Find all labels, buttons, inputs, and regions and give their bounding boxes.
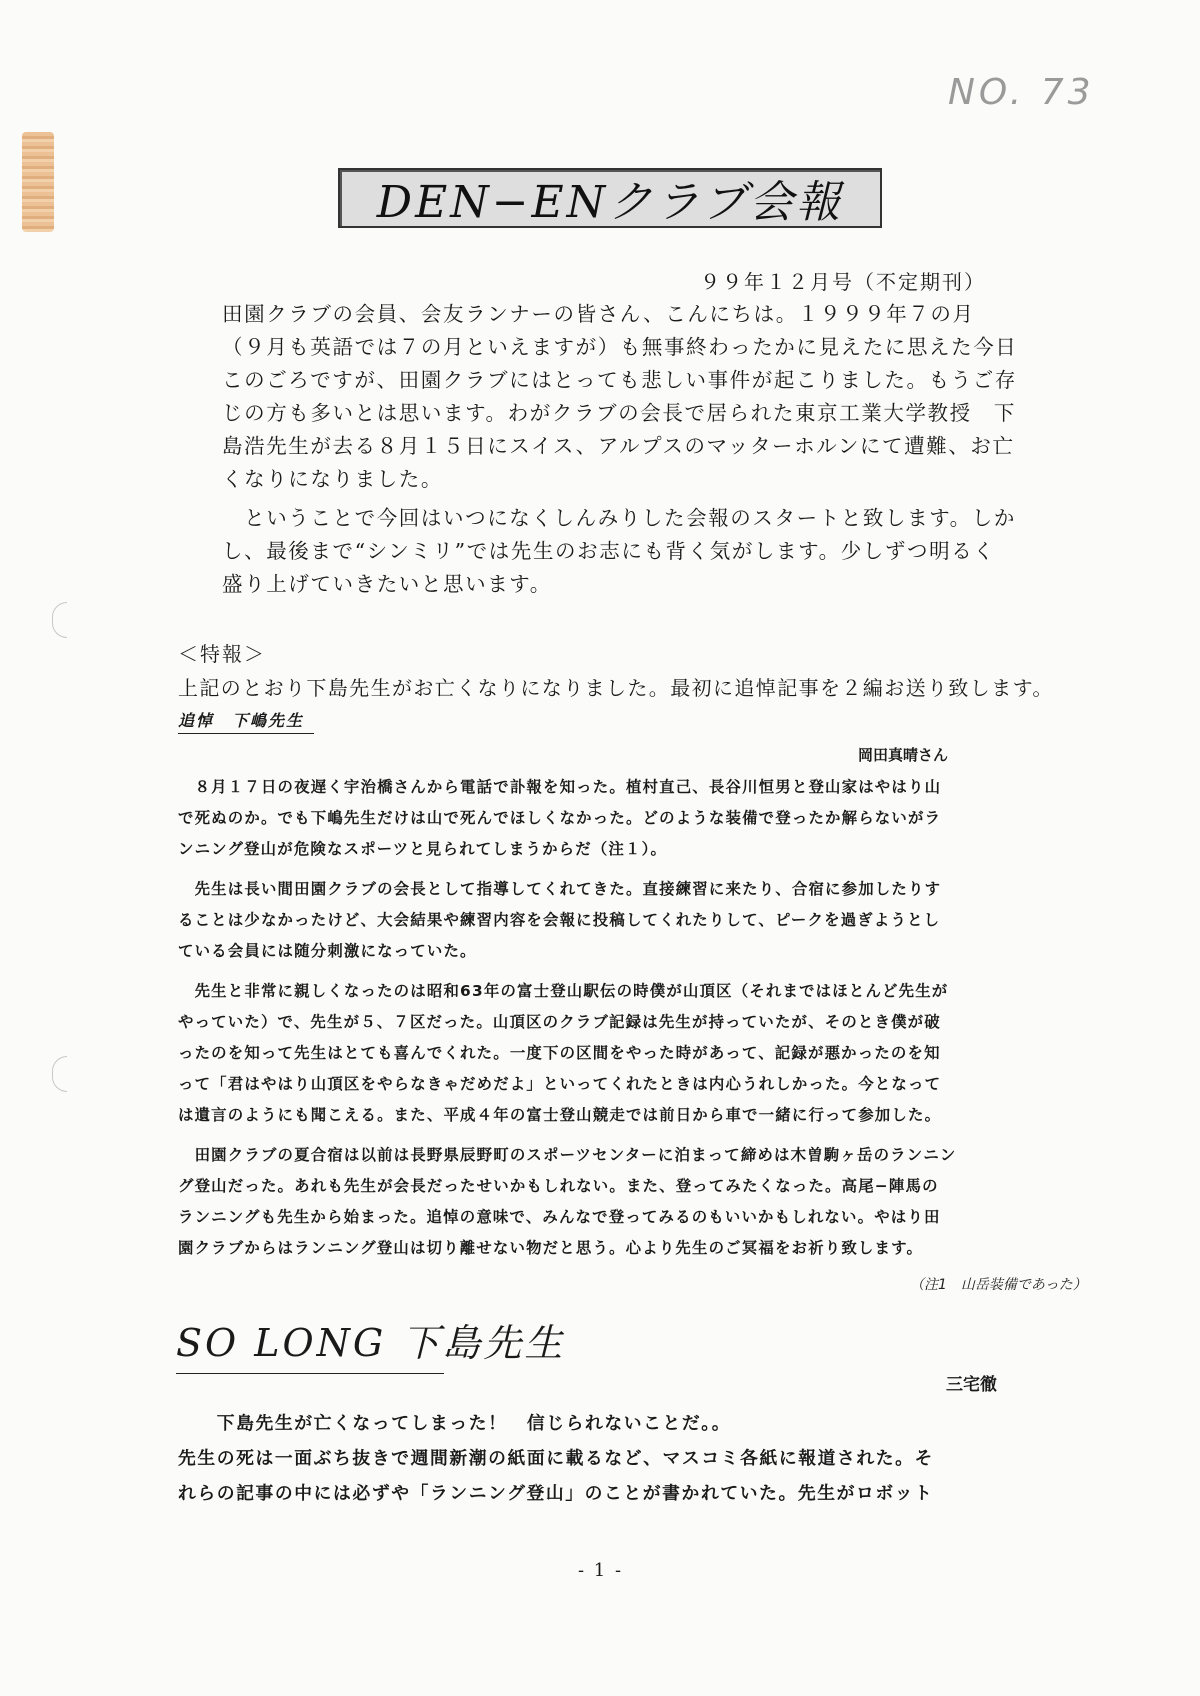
body-line: ランニングも先生から始まった。追悼の意味で、みんなで登ってみるのもいいかもしれない。やはり田 (178, 1208, 941, 1226)
body-line: 下島先生が亡くなってしまった！ 信じられないことだ。。 (178, 1413, 732, 1434)
newsletter-title: DEN−ENクラブ会報 (338, 168, 882, 228)
body-line: 田園クラブの夏合宿は以前は長野県辰野町のスポーツセンターに泊まって締めは木曽駒ヶ岳のランニン (178, 1146, 957, 1164)
so-long-article-author: 三宅徹 (946, 1375, 997, 1395)
body-line: は遺言のようにも聞こえる。また、平成４年の富士登山競走では前日から車で一緒に行って参加した。 (178, 1106, 942, 1124)
page-number: - 1 - (578, 1560, 624, 1581)
intro-line: ということで今回はいつになくしんみりした会報のスタートと致します。しか (222, 506, 1016, 530)
body-line: って「君はやはり山頂区をやらなきゃだめだよ」といってくれたときは内心うれしかった。今となって (178, 1075, 942, 1093)
intro-line: 盛り上げていきたいと思います。 (222, 572, 552, 596)
issue-number: NO. 73 (948, 72, 1095, 113)
punch-hole-mark (52, 1056, 67, 1092)
so-long-article-title: SO LONG 下島先生 (176, 1312, 444, 1374)
body-line: ったのを知って先生はとても喜んでくれた。一度下の区間をやった時があって、記録が悪かったのを知 (178, 1044, 941, 1062)
body-line: 先生と非常に親しくなったのは昭和63年の富士登山駅伝の時僕が山頂区（それまではほとんど先生が (178, 982, 949, 1000)
body-line: やっていた）で、先生が５、７区だった。山頂区のクラブ記録は先生が持っていたが、そのとき僕が破 (178, 1013, 941, 1031)
intro-line: じの方も多いとは思います。わがクラブの会長で居られた東京工業大学教授 下 (222, 401, 1016, 425)
body-line: 園クラブからはランニング登山は切り離せない物だと思う。心より先生のご冥福をお祈り致します。 (178, 1239, 924, 1257)
body-line: で死ぬのか。でも下嶋先生だけは山で死んでほしくなかった。どのような装備で登ったか解らないがラ (178, 809, 942, 827)
paper-stain (22, 132, 54, 232)
special-report-label: ＜特報＞ (178, 642, 266, 666)
intro-line: 島浩先生が去る８月１５日にスイス、アルプスのマッターホルンにて遭難、お亡 (222, 434, 1015, 458)
issue-date: ９９年１２月号（不定期刊） (700, 270, 986, 294)
memorial-article-author: 岡田真晴さん (858, 746, 949, 764)
body-line: ることは少なかったけど、大会結果や練習内容を会報に投稿してくれたりして、ピークを過ぎようとし (178, 911, 941, 929)
intro-line: し、最後まで“シンミリ”では先生のお志にも背く気がします。少しずつ明るく (222, 539, 996, 563)
special-report-lead: 上記のとおり下島先生がお亡くなりになりました。最初に追悼記事を２編お送り致します。 (178, 676, 1054, 700)
body-line: グ登山だった。あれも先生が会長だったせいかもしれない。また、登ってみたくなった。高尾−陣馬の (178, 1177, 939, 1195)
body-line: 先生の死は一面ぶち抜きで週間新潮の紙面に載るなど、マスコミ各紙に報道された。そ (178, 1448, 934, 1469)
handwritten-footnote: （注1 山岳装備であった） (910, 1277, 1087, 1293)
body-line: ンニング登山が危険なスポーツと見られてしまうからだ（注１）。 (178, 840, 668, 858)
intro-line: このごろですが、田園クラブにはとっても悲しい事件が起こりました。もうご存 (222, 368, 1017, 392)
punch-hole-mark (52, 602, 67, 638)
body-line: ている会員には随分刺激になっていた。 (178, 942, 477, 960)
body-line: ８月１７日の夜遅く宇治橋さんから電話で訃報を知った。植村直己、長谷川恒男と登山家はやはり山 (178, 778, 942, 796)
body-line: れらの記事の中には必ずや「ランニング登山」のことが書かれていた。先生がロボット (178, 1483, 934, 1504)
intro-line: （９月も英語では７の月といえますが）も無事終わったかに見えたに思えた今日 (222, 335, 1018, 359)
intro-line: 田園クラブの会員、会友ランナーの皆さん、こんにちは。１９９９年７の月 (222, 302, 975, 326)
body-line: 先生は長い間田園クラブの会長として指導してくれてきた。直接練習に来たり、合宿に参加したりす (178, 880, 942, 898)
memorial-article-title: 追悼 下嶋先生 (178, 708, 314, 734)
intro-line: くなりになりました。 (222, 467, 443, 491)
